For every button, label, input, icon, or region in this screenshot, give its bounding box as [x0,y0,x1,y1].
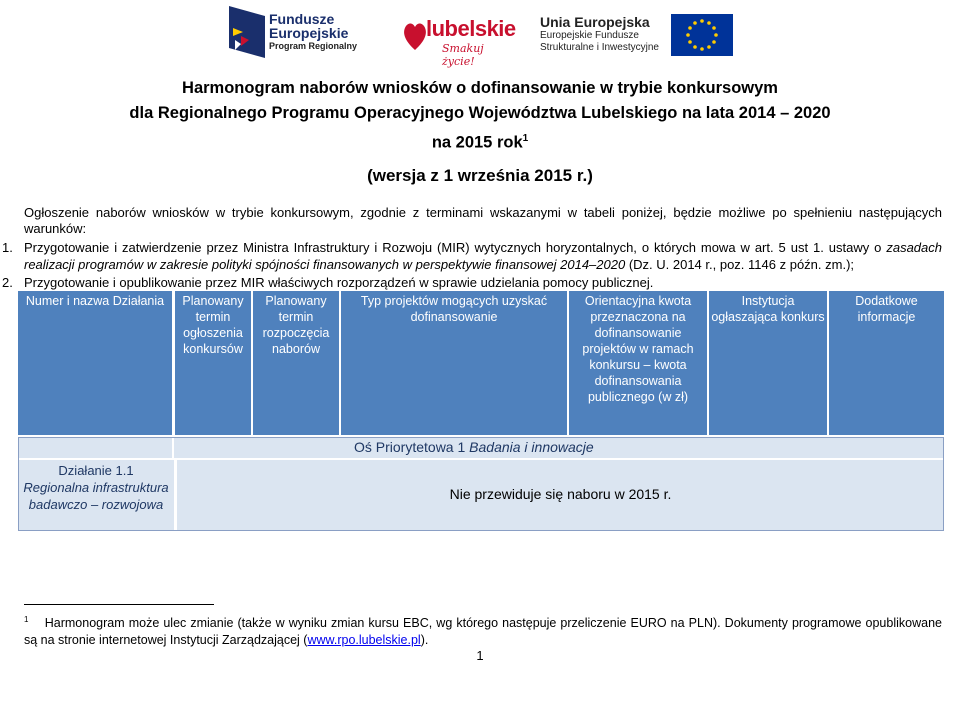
action-name: Regionalna infrastruktura badawczo – rozwojowa [23,480,169,512]
title-line3-text: na 2015 rok [431,133,523,152]
heart-icon [402,16,428,52]
eu-flag-icon [671,14,733,56]
header-additional-info: Dodatkowe informacje [829,291,944,435]
priority-axis-row [18,438,944,458]
fe-line1: Fundusze [269,11,335,27]
footnote [24,611,942,649]
footnote-ref: 1 [522,133,529,144]
fundusze-europejskie-flag-icon [229,6,265,58]
title-line3 [0,126,960,156]
header-project-type: Typ projektów mogących uzyskać dofinansowanie [341,291,569,435]
lubelskie-name: lubelskie [426,16,516,41]
condition-1-text [24,239,942,273]
footnote-text-a: Harmonogram może ulec zmianie (także w wyniku zmian kursu EBC, wg którego następuje przeliczenie EURO na PLN). Dokumenty programowe opublikowane są na stronie internetowej Instytucji Zarządzającej ( [24,616,942,648]
header-institution: Instytucja ogłaszająca konkurs [709,291,829,435]
condition-2-text: Przygotowanie i opublikowanie przez MIR właściwych rozporządzeń w sprawie udzielania pomocy publicznej. [24,275,654,290]
page-number: 1 [476,648,484,663]
priority-axis-name: Badania i innowacje [469,439,594,455]
rpo-link[interactable]: www.rpo.lubelskie.pl [307,633,421,648]
condition-1-text-b: (Dz. U. 2014 r., poz. 1146 z późn. zm.); [625,257,855,272]
fe-line3: Program Regionalny [269,41,358,51]
condition-1-number: 1. [2,240,13,255]
header-amount: Orientacyjna kwota przeznaczona na dofinansowanie projektów w ramach konkursu – kwota dofinansowania publicznego (w zł) [569,291,709,435]
fundusze-europejskie-logo [229,4,369,60]
priority-axis-left-cell [18,438,174,458]
header-start-date: Planowany termin rozpoczęcia naborów [253,291,341,435]
intro-paragraph: Ogłoszenie naborów wniosków w trybie konkursowym, zgodnie z terminami wskazanymi w tabeli poniżej, będzie możliwe po spełnieniu następujących warunków: [24,205,942,236]
lubelskie-logo [402,14,516,68]
logo-bar [0,4,960,68]
priority-axis-prefix: Oś Priorytetowa 1 [354,439,470,455]
header-action: Numer i nazwa Działania [18,291,174,435]
ue-line1: Unia Europejska [540,14,650,30]
fe-line2: Europejskie [269,25,349,41]
condition-1-italic: zasadach realizacji programów w zakresie polityki spójności finansowanych w perspektywie finansowej 2014 [24,240,942,272]
footnote-text-b: ). [420,633,429,648]
action-number: Działanie 1.1 [58,463,134,478]
condition-1-text-a: Przygotowanie i zatwierdzenie przez Ministra Infrastruktury i Rozwoju (MIR) wytycznych horyzontalnych, o których mowa w art. 5 ust 1. ustawy o [24,240,887,255]
footnote-separator [24,604,214,605]
version-line: (wersja z 1 września 2015 r.) [367,166,593,185]
ue-line3: Strukturalne i Inwestycyjne [540,42,659,53]
row-note-cell [177,460,944,530]
lubelskie-tagline: Smakuj życie! [442,42,484,68]
title-line1: Harmonogram naborów wniosków o dofinansowanie w trybie konkursowym [182,79,778,97]
eu-logo [540,10,740,60]
condition-2-number: 2. [2,275,13,290]
action-cell [18,460,174,530]
priority-axis-label [354,439,594,455]
header-announcement-date: Planowany termin ogłoszenia konkursów [175,291,253,435]
condition-1-italic-dash: –2020 [589,257,626,272]
footnote-mark: 1 [24,615,29,624]
no-call-note: Nie przewiduje się naboru w 2015 r. [449,486,672,502]
table-row [18,460,944,530]
ue-line2: Europejskie Fundusze [540,30,639,41]
title-line2: dla Regionalnego Programu Operacyjnego Województwa Lubelskiego na lata 2014 – 2020 [129,104,831,122]
schedule-table [18,291,944,531]
